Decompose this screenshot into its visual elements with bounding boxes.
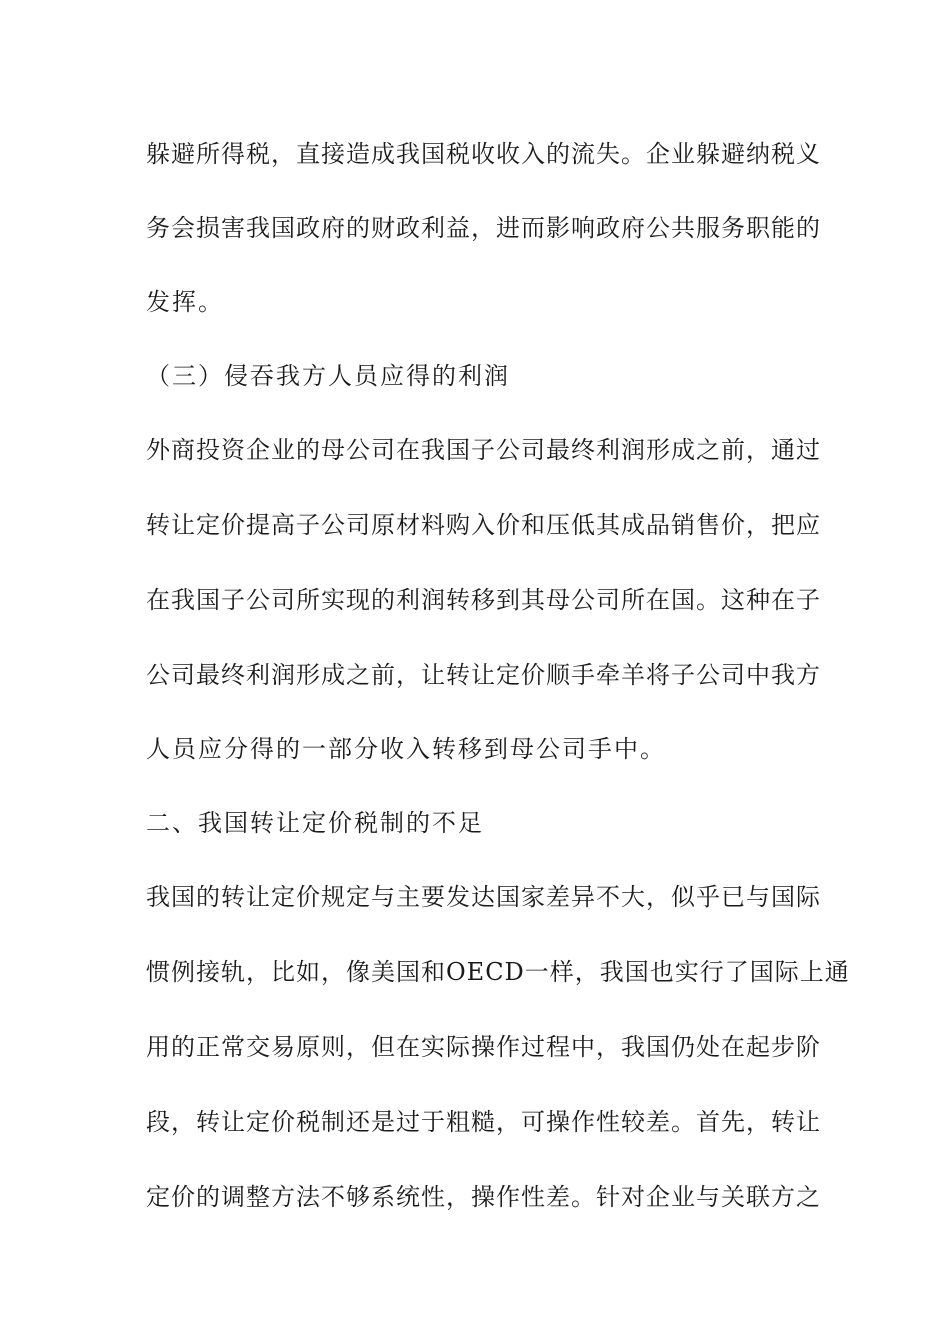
paragraph-1-line-3: 发挥。 — [146, 288, 224, 316]
paragraph-3-line-1: 我国的转让定价规定与主要发达国家差异不大，似乎已与国际 — [146, 883, 821, 911]
section-2-title: 二、我国转让定价税制的不足 — [146, 809, 484, 837]
paragraph-3-line-4: 段，转让定价税制还是过于粗糙，可操作性较差。首先，转让 — [146, 1108, 821, 1136]
paragraph-1-line-2: 务会损害我国政府的财政利益，进而影响政府公共服务职能的 — [146, 214, 821, 242]
paragraph-2-line-1: 外商投资企业的母公司在我国子公司最终利润形成之前，通过 — [146, 436, 821, 464]
paragraph-2-line-3: 在我国子公司所实现的利润转移到其母公司所在国。这种在子 — [146, 586, 821, 614]
paragraph-2-line-4: 公司最终利润形成之前，让转让定价顺手牵羊将子公司中我方 — [146, 661, 821, 689]
paragraph-3-line-2: 惯例接轨，比如，像美国和OECD一样，我国也实行了国际上通 — [146, 958, 850, 986]
paragraph-1-line-1: 躲避所得税，直接造成我国税收收入的流失。企业躲避纳税义 — [146, 140, 821, 168]
subheading-3: （三）侵吞我方人员应得的利润 — [146, 362, 510, 390]
paragraph-3-line-5: 定价的调整方法不够系统性，操作性差。针对企业与关联方之 — [146, 1183, 821, 1211]
paragraph-3-line-3: 用的正常交易原则，但在实际操作过程中，我国仍处在起步阶 — [146, 1033, 821, 1061]
paragraph-2-line-5: 人员应分得的一部分收入转移到母公司手中。 — [146, 735, 666, 763]
paragraph-2-line-2: 转让定价提高子公司原材料购入价和压低其成品销售价，把应 — [146, 511, 821, 539]
